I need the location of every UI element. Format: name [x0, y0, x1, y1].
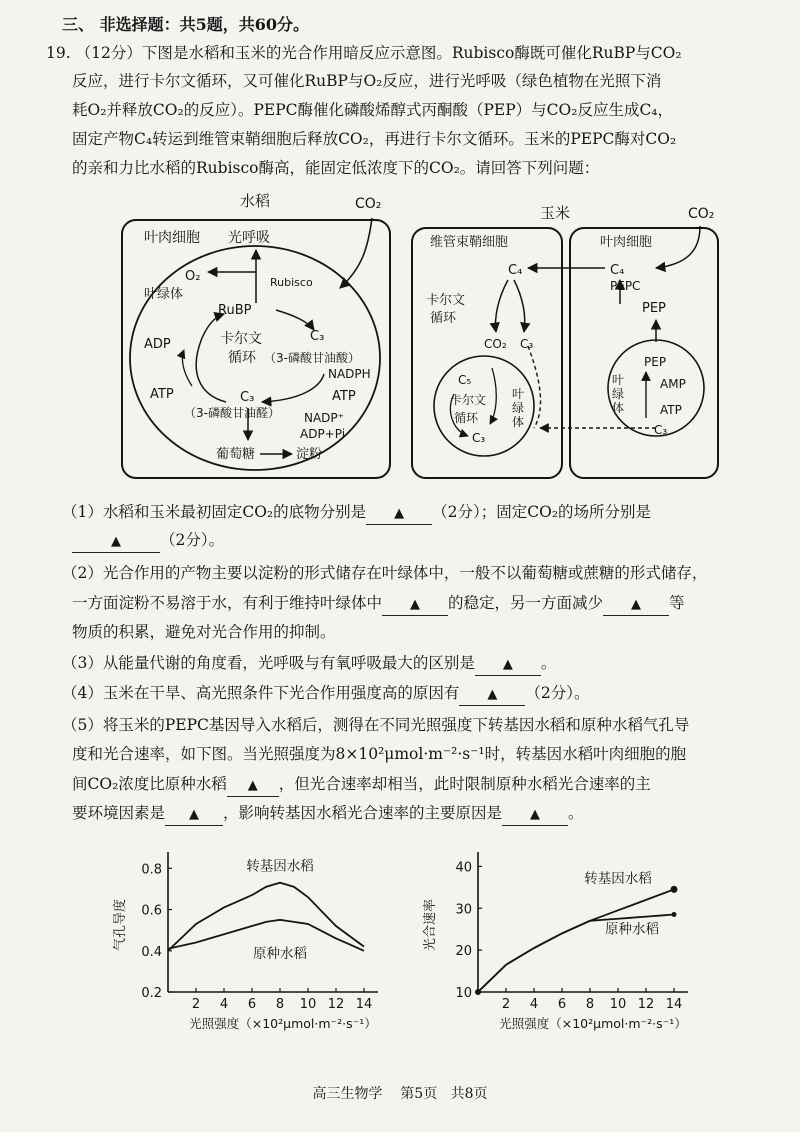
rubisco-label: Rubisco — [270, 276, 313, 289]
rice-title: 水稻 — [240, 192, 271, 210]
y-tick-label: 0.2 — [141, 986, 162, 1001]
footer-page: 第5页 — [400, 1086, 438, 1102]
subq-1-line-2: ▲ （2分）。 — [72, 530, 762, 553]
y-tick-label: 0.8 — [141, 862, 162, 878]
series-line-0 — [478, 889, 674, 992]
page-footer — [0, 1083, 800, 1103]
pga-label: （3-磷酸甘油酸） — [264, 351, 360, 365]
answer-blank-2a[interactable]: ▲ — [382, 595, 448, 616]
x-tick-label: 6 — [557, 997, 567, 1012]
y-tick-label: 0.4 — [141, 944, 162, 960]
rice-panel — [122, 192, 390, 478]
x-tick-label: 10 — [609, 997, 627, 1012]
bundle-chloro-char-1: 叶 — [512, 387, 525, 401]
corn-mesophyll-label: 叶肉细胞 — [600, 235, 653, 250]
corn-chloro-char-2: 绿 — [612, 387, 625, 401]
x-tick-label: 14 — [355, 997, 373, 1012]
inner-cycle-2: 循环 — [454, 411, 479, 425]
chloroplast-label: 叶绿体 — [144, 287, 184, 302]
question-intro-4: 固定产物C₄转运到维管束鞘细胞后释放CO₂，再进行卡尔文循环。玉米的PEPC酶对CO₂ — [72, 130, 677, 148]
rice-co2-label: CO₂ — [355, 196, 382, 212]
y-axis-label: 光合速率 — [423, 898, 438, 952]
series-label-1: 原种水稻 — [253, 945, 307, 962]
footer-subject: 高三生物学 — [312, 1086, 383, 1102]
x-axis-label: 光照强度（×10²μmol·m⁻²·s⁻¹） — [499, 1016, 687, 1031]
inner-cycle-1: 卡尔文 — [450, 393, 487, 407]
nadp-label: NADP⁺ — [304, 411, 344, 425]
answer-blank-5c[interactable]: ▲ — [502, 805, 568, 826]
subq-5-line-4: 要环境因素是 ▲ ，影响转基因水稻光合速率的主要原因是 ▲ 。 — [72, 803, 762, 826]
x-tick-label: 4 — [529, 997, 539, 1012]
adp-pi-label: ADP+Pi — [300, 427, 346, 441]
c4-right-label: C₄ — [610, 263, 625, 278]
pgal-label: （3-磷酸甘油醛） — [184, 406, 280, 420]
pep-top-label: PEP — [642, 301, 666, 316]
subq-2-line-3: 物质的积累，避免对光合作用的抑制。 — [72, 623, 336, 641]
origin-point — [475, 989, 481, 995]
amp-label: AMP — [660, 377, 686, 391]
x-tick-label: 2 — [501, 997, 511, 1012]
question-intro-1: 19. （12分）下图是水稻和玉米的光合作用暗反应示意图。Rubisco酶既可催化RuBP与CO₂ — [46, 44, 682, 62]
y-tick-label: 30 — [455, 902, 472, 918]
atp-right-label: ATP — [332, 389, 356, 404]
question-number: 19. — [46, 44, 71, 62]
starch-label: 淀粉 — [296, 447, 323, 462]
answer-blank-5b[interactable]: ▲ — [165, 805, 223, 826]
subq-2-line-2: 一方面淀粉不易溶于水，有利于维持叶绿体中 ▲ 的稳定，另一方面减少 ▲ 等 — [72, 593, 762, 616]
answer-blank-5a[interactable]: ▲ — [227, 776, 279, 797]
bundle-sheath-label: 维管束鞘细胞 — [430, 235, 509, 250]
series-end-point-0 — [671, 886, 678, 893]
question-intro-3: 耗O₂并释放CO₂的反应）。PEPC酶催化磷酸烯醇式丙酮酸（PEP）与CO₂反应生成C₄， — [72, 101, 674, 119]
section-header: 三、 非选择题：共5题，共60分。 — [62, 15, 309, 34]
calvin-cycle-corn-1: 卡尔文 — [426, 293, 466, 308]
series-label-0: 转基因水稻 — [246, 858, 314, 875]
co2-inner-label: CO₂ — [484, 337, 507, 351]
glucose-label: 葡萄糖 — [216, 447, 256, 462]
x-tick-label: 12 — [327, 997, 345, 1012]
c4-left-label: C₄ — [508, 263, 523, 278]
o2-label: O₂ — [185, 269, 201, 284]
c3-bottom-label: C₃ — [240, 390, 255, 405]
photosynthesis-rate-chart — [420, 842, 720, 1032]
answer-blank-1b[interactable]: ▲ — [72, 532, 160, 553]
pepc-label: PEPC — [610, 279, 641, 293]
co2-arrow — [340, 218, 372, 288]
y-tick-label: 0.6 — [141, 903, 162, 919]
c3-inner-label: C₃ — [520, 337, 534, 351]
c5-label: C₅ — [458, 373, 472, 387]
subq-5-line-3: 间CO₂浓度比原种水稻 ▲ ，但光合速率却相当，此时限制原种水稻光合速率的主 — [72, 774, 762, 797]
subq-5-line-2: 度和光合速率，如下图。当光照强度为8×10²μmol·m⁻²·s⁻¹时，转基因水稻叶肉细胞的胞 — [72, 745, 687, 763]
x-tick-label: 8 — [275, 997, 285, 1012]
question-intro-2: 反应，进行卡尔文循环，又可催化RuBP与O₂反应，进行光呼吸（绿色植物在光照下消 — [72, 72, 662, 90]
x-tick-label: 6 — [247, 997, 257, 1012]
atp-left-label: ATP — [150, 387, 174, 402]
corn-title: 玉米 — [540, 204, 571, 222]
corn-chloro-char-3: 体 — [612, 401, 625, 415]
photorespiration-label: 光呼吸 — [228, 230, 270, 246]
c3-right-label: C₃ — [654, 423, 668, 437]
corn-atp-label: ATP — [660, 403, 682, 417]
c3-top-label: C₃ — [310, 329, 325, 344]
pep-inner-label: PEP — [644, 355, 667, 369]
rice-cell-label: 叶肉细胞 — [144, 230, 200, 246]
subq-3: （3）从能量代谢的角度看，光呼吸与有氧呼吸最大的区别是 ▲ 。 — [62, 653, 752, 676]
subq-4: （4）玉米在干旱、高光照条件下光合作用强度高的原因有 ▲ （2分）。 — [62, 683, 752, 706]
corn-co2-label: CO₂ — [688, 206, 715, 222]
bundle-chloro-char-3: 体 — [512, 415, 525, 429]
x-tick-label: 4 — [219, 997, 229, 1012]
y-tick-label: 20 — [455, 944, 472, 960]
adp-label: ADP — [144, 337, 171, 352]
nadph-label: NADPH — [328, 367, 371, 381]
x-tick-label: 2 — [191, 997, 201, 1012]
corn-panel — [412, 204, 718, 478]
question-intro-5: 的亲和力比水稻的Rubisco酶高，能固定低浓度下的CO₂。请回答下列问题： — [72, 159, 600, 177]
y-tick-label: 40 — [455, 860, 472, 876]
x-tick-label: 10 — [299, 997, 317, 1012]
x-tick-label: 14 — [665, 997, 683, 1012]
series-label-0: 转基因水稻 — [584, 871, 652, 888]
x-tick-label: 12 — [637, 997, 655, 1012]
subq-5-line-1: （5）将玉米的PEPC基因导入水稻后，测得在不同光照强度下转基因水稻和原种水稻气孔导 — [62, 716, 690, 734]
answer-blank-3[interactable]: ▲ — [475, 655, 541, 676]
footer-total: 共8页 — [450, 1086, 488, 1102]
photosynthesis-diagram — [100, 188, 730, 488]
calvin-cycle-corn-2: 循环 — [430, 311, 457, 326]
stomatal-conductance-chart — [110, 842, 410, 1032]
answer-blank-4[interactable]: ▲ — [459, 685, 525, 706]
x-axis-label: 光照强度（×10²μmol·m⁻²·s⁻¹） — [189, 1016, 377, 1031]
bundle-sheath-cell — [412, 228, 562, 478]
y-axis-label: 气孔导度 — [113, 898, 128, 952]
series-end-point-1 — [672, 912, 677, 917]
y-tick-label: 10 — [455, 986, 472, 1001]
answer-blank-2b[interactable]: ▲ — [603, 595, 669, 616]
corn-mesophyll-cell — [570, 228, 718, 478]
inner-c3-label: C₃ — [472, 431, 486, 445]
calvin-cycle-label-1: 卡尔文 — [220, 331, 262, 347]
corn-chloro-char-1: 叶 — [612, 373, 625, 387]
answer-blank-1a[interactable]: ▲ — [366, 504, 432, 525]
subq-1-line-1: （1）水稻和玉米最初固定CO₂的底物分别是 ▲ （2分）；固定CO₂的场所分别是 — [62, 502, 752, 525]
bundle-chloro-char-2: 绿 — [512, 401, 525, 415]
calvin-cycle-label-2: 循环 — [228, 350, 256, 366]
question-points: （12分） — [75, 44, 142, 62]
subq-2-line-1: （2）光合作用的产物主要以淀粉的形式储存在叶绿体中，一般不以葡萄糖或蔗糖的形式储存， — [62, 564, 708, 582]
series-line-0 — [168, 883, 364, 951]
series-label-1: 原种水稻 — [605, 921, 659, 938]
rubp-label: RuBP — [218, 303, 252, 318]
x-tick-label: 8 — [585, 997, 595, 1012]
